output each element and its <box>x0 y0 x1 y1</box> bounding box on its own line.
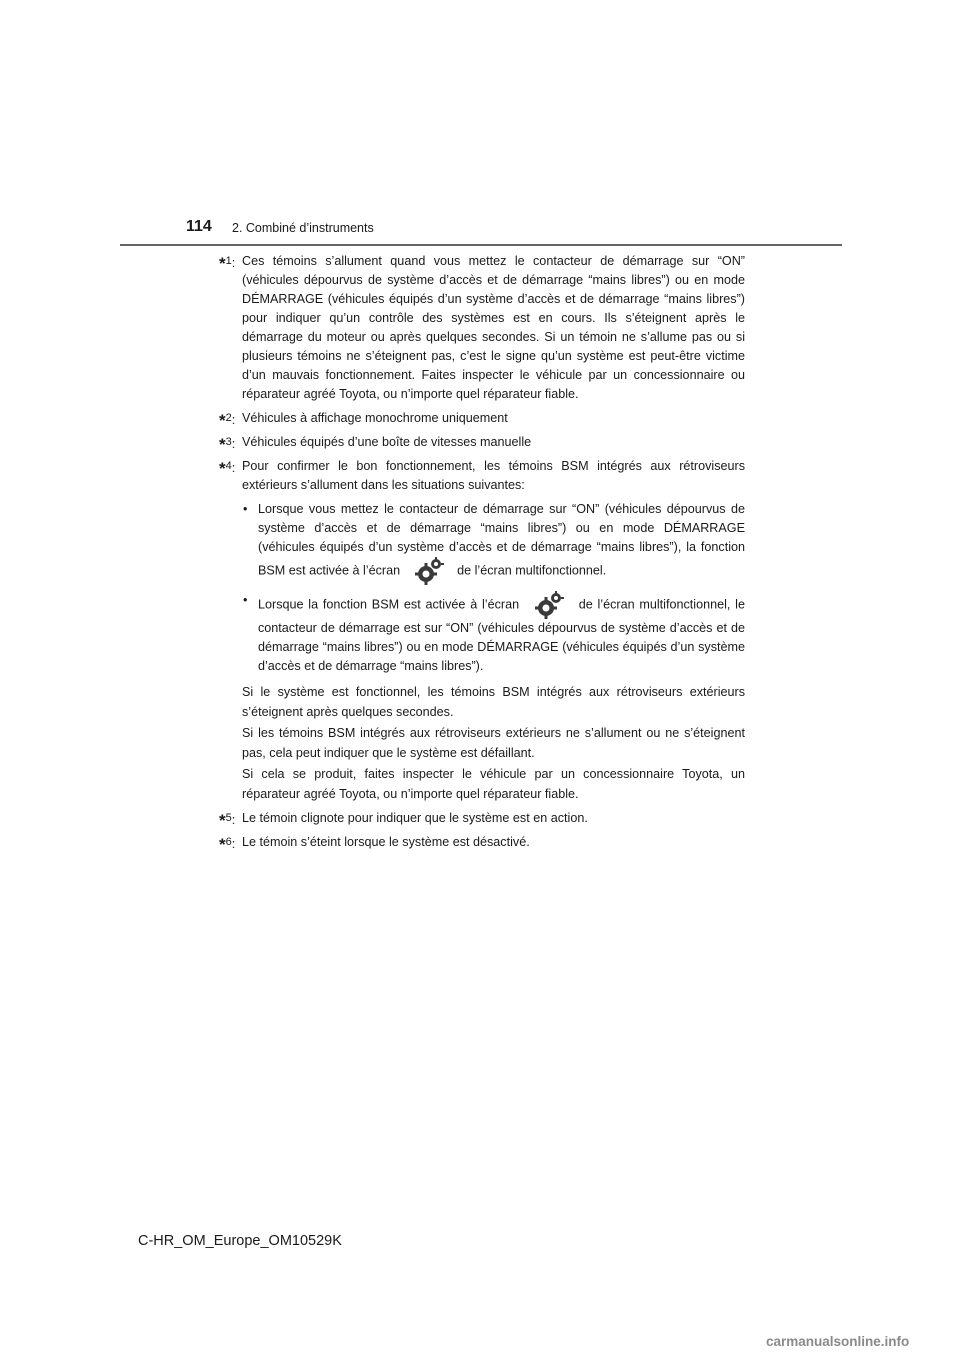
bullet-dot: • <box>243 502 248 516</box>
bullet-text-end: de l’écran multifonctionnel, le contacteur de démarrage est sur “ON” (véhicules dépourvus de système d’accès et de démarrage “mains libres”) ou en mode DÉMARRAGE (véhicules équipés d’un système d’accès et de démarrage “mains libres”). <box>258 597 745 673</box>
footnote-text: Le témoin clignote pour indiquer que le système est en action. <box>242 811 588 825</box>
footnote-text: Le témoin s’éteint lorsque le système est désactivé. <box>242 835 530 849</box>
bullet-text-start: Lorsque vous mettez le contacteur de démarrage sur “ON” (véhicules dépourvus de système d’accès et de démarrage “mains libres”) ou en mode DÉMARRAGE (véhicules équipés d’un système d’accès et de démarrage “mains libres”), la fonction BSM est activée à l’écran <box>258 502 745 578</box>
watermark: carmanualsonline.info <box>766 1334 910 1349</box>
gear-icon <box>414 557 444 585</box>
gear-icon <box>534 591 564 619</box>
document-code: C-HR_OM_Europe_OM10529K <box>138 1233 342 1249</box>
footnote-marker: *4: <box>219 459 236 478</box>
footnote-marker: *2: <box>219 411 236 430</box>
bullet-dot: • <box>243 593 248 607</box>
footnote-text: Pour confirmer le bon fonctionnement, les témoins BSM intégrés aux rétroviseurs extérieurs s’allument dans les situations suivantes: <box>242 459 745 492</box>
section-title: 2. Combiné d’instruments <box>232 221 374 235</box>
list-item <box>242 591 745 676</box>
footnote-2 <box>219 409 745 428</box>
paragraph: Si le système est fonctionnel, les témoins BSM intégrés aux rétroviseurs extérieurs s’éteignent après quelques secondes. <box>242 685 745 719</box>
bullet-text-end: de l’écran multifonctionnel. <box>457 563 607 578</box>
header-divider <box>120 244 842 246</box>
settings-icon-inline <box>524 597 574 611</box>
footnote-4 <box>219 457 745 804</box>
footnote-6 <box>219 833 745 852</box>
page-number: 114 <box>186 218 212 235</box>
footnote-marker: *1: <box>219 254 236 273</box>
footnotes <box>219 252 745 857</box>
footnote-text: Véhicules à affichage monochrome uniquement <box>242 411 508 425</box>
footnote-marker: *6: <box>219 835 236 854</box>
footnote-text: Ces témoins s’allument quand vous mettez le contacteur de démarrage sur “ON” (véhicules dépourvus de système d’accès et de démarrage “mains libres”) ou en mode DÉMARRAGE (véhicules équipés d’un système d’accès et de démarrage “mains libres”) pour indiquer qu’un contrôle des systèmes est en cours. Ils s’éteignent après le démarrage du moteur ou après quelques secondes. Si un témoin ne s’allume pas ou si plusieurs témoins ne s’éteignent pas, c’est le signe qu’un système est peut-être victime d’un mauvais fonctionnement. Faites inspecter le véhicule par un concessionnaire ou réparateur agréé Toyota, ou n’importe quel réparateur fiable. <box>242 254 745 401</box>
footnote-3 <box>219 433 745 452</box>
settings-icon-inline <box>404 563 454 577</box>
bullet-text-start: Lorsque la fonction BSM est activée à l’écran <box>258 597 520 612</box>
footnote-5 <box>219 809 745 828</box>
footnote-marker: *5: <box>219 811 236 830</box>
paragraph: Si les témoins BSM intégrés aux rétroviseurs extérieurs ne s’allument ou ne s’éteignent pas, cela peut indiquer que le système est défaillant. <box>242 726 745 760</box>
footnote-marker: *3: <box>219 435 236 454</box>
paragraph: Si cela se produit, faites inspecter le véhicule par un concessionnaire Toyota, un réparateur agréé Toyota, ou n’importe quel réparateur fiable. <box>242 767 745 801</box>
condition-list <box>242 500 745 676</box>
footnote-text: Véhicules équipés d’une boîte de vitesses manuelle <box>242 435 532 449</box>
list-item <box>242 500 745 585</box>
footnote-1 <box>219 252 745 404</box>
